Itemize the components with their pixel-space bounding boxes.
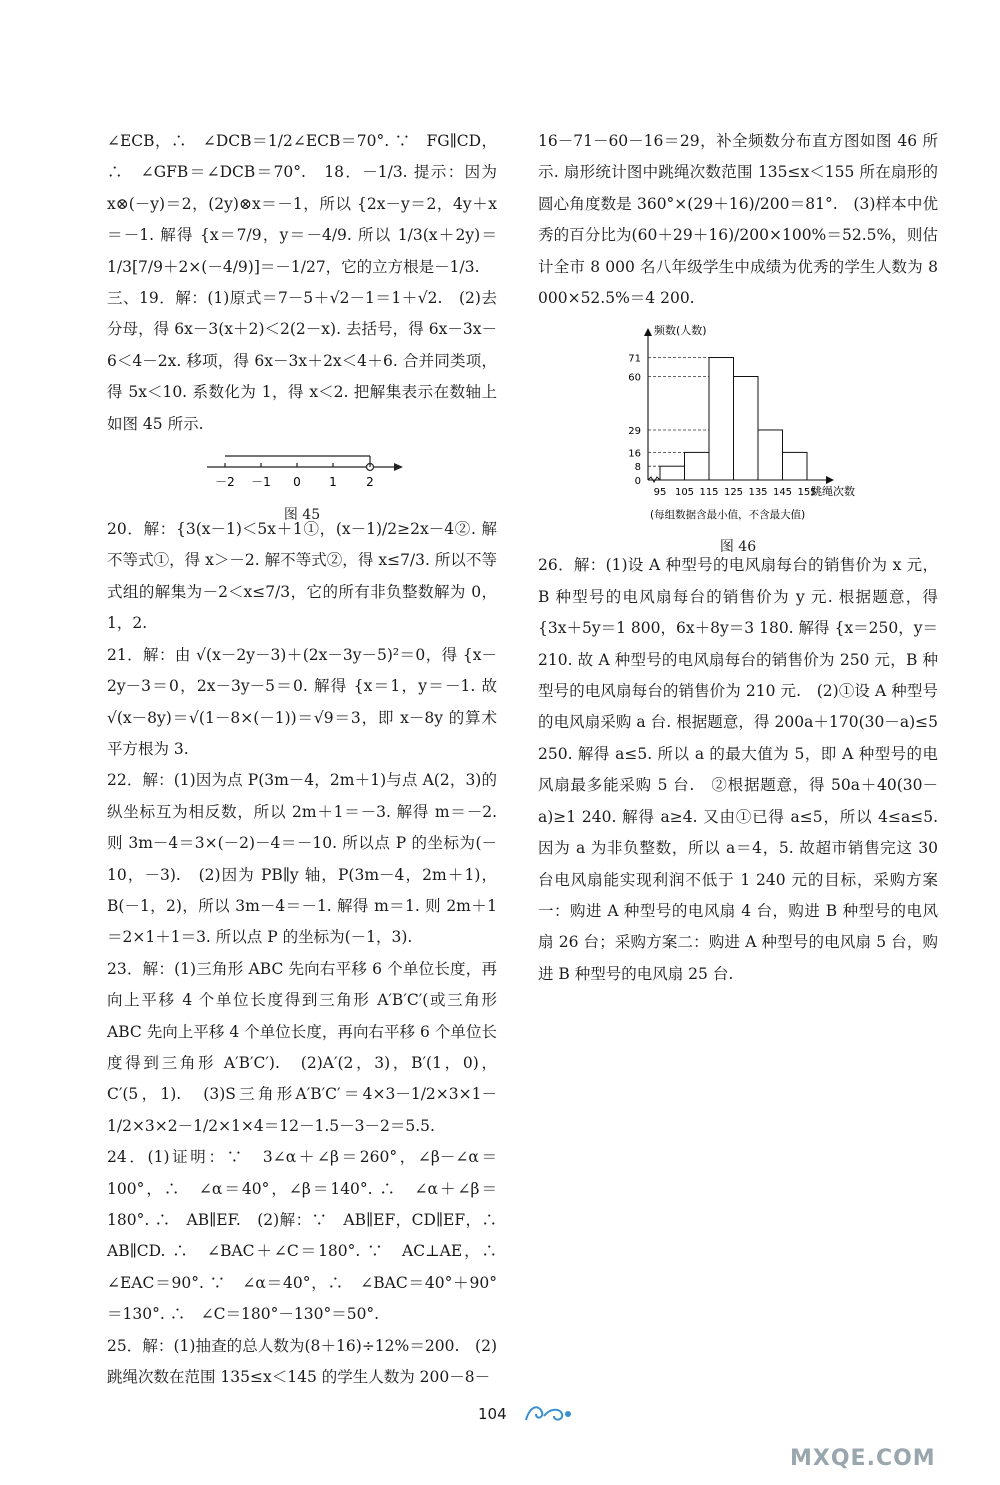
histogram-bar — [660, 467, 685, 481]
solution-25-cont: 16－71－60－16＝29，补全频数分布直方图如图 46 所示. 扇形统计图中跳绳次数范围 135≤x＜155 所在扇形的圆心角度数是 360°×(29＋16)/200＝81°. (3)样本中优秀的百分比为(60＋29＋16)/200×100%＝52.5%，则估计全市 8 000 名八年级学生中成绩为优秀的学生人数为 8 000×52.5%＝4 200. — [538, 132, 938, 308]
solution-25: 25．解：(1)抽查的总人数为(8＋16)÷12%＝200. (2)跳绳次数在范围 135≤x＜145 的学生人数为 200－8－ — [107, 1336, 497, 1387]
solution-21: 21．解：由 √(x－2y－3)＋(2x－3y－5)²＝0，得 {x－2y－3＝0，2x－3y－5＝0. 解得 {x＝1，y＝－1. 故 √(x－8y)＝√(1－8×(－1))＝√9＝3，即 x－8y 的算术平方根为 3. — [107, 645, 497, 758]
solution-23: 23．解：(1)三角形 ABC 先向右平移 6 个单位长度，再向上平移 4 个单位长度得到三角形 A′B′C′(或三角形 ABC 先向上平移 4 个单位长度，再向右平移 6 个单位长度得到三角形 A′B′C′). (2)A′(2，3)，B′(1，0)，C′(5，1). (3)S三角形A′B′C′＝4×3－1/2×3×1－1/2×3×2－1/2×1×4＝12－1.5－3－2＝5.5. — [107, 959, 497, 1135]
x-tick-label: 115 — [699, 487, 719, 499]
number-line-label: 1 — [329, 475, 337, 490]
y-tick-label: 16 — [628, 448, 641, 460]
solution-24: 24．(1)证明：∵ 3∠α＋∠β＝260°，∠β－∠α＝100°，∴ ∠α＝40°，∠β＝140°. ∴ ∠α＋∠β＝180°. ∴ AB∥EF. (2)解：∵ AB∥EF，CD∥EF，∴ AB∥CD. ∴ ∠BAC＋∠C＝180°. ∵ AC⊥AE，∴ ∠EAC＝90°. ∵ ∠α＝40°，∴ ∠BAC＝40°＋90°＝130°. ∴ ∠C＝180°－130°＝50°. — [107, 1148, 513, 1324]
y-tick-label: 60 — [628, 372, 641, 384]
swirl-ornament-icon — [520, 1398, 580, 1426]
histogram-chart — [538, 320, 938, 525]
solution-22: 22．解：(1)因为点 P(3m－4，2m＋1)与点 A(2，3)的纵坐标互为相反数，所以 2m＋1＝－3. 解得 m＝－2. 则 3m－4＝3×(－2)－4＝－10. 所以点 P 的坐标为(－10，－3). (2)因为 PB∥y 轴，P(3m－4，2m＋1)，B(－1，2)，所以 3m－4＝－1. 解得 m＝1. 则 2m＋1＝2×1＋1＝3. 所以点 P 的坐标为(－1，3). — [107, 771, 497, 947]
x-tick-label: 105 — [674, 487, 695, 499]
right-column — [538, 126, 938, 990]
histogram-bar — [685, 453, 710, 481]
histogram-bar — [758, 430, 783, 480]
number-line-label: 2 — [366, 475, 374, 490]
number-line-label: －1 — [251, 475, 271, 490]
y-tick-label: 29 — [628, 426, 641, 438]
number-line-figure — [107, 444, 497, 524]
number-line-label: －2 — [215, 475, 235, 490]
watermark-logo — [790, 1405, 990, 1477]
fig45-caption: 图 45 — [283, 507, 321, 524]
watermark-text: MXQE.COM — [790, 1446, 936, 1471]
number-line-label: 0 — [293, 475, 301, 490]
histogram-bar — [734, 377, 759, 481]
y-tick-label: 0 — [634, 476, 641, 488]
fig46-caption: 图 46 — [719, 538, 757, 555]
histogram-bar — [783, 453, 808, 481]
x-tick-label: 95 — [653, 487, 667, 499]
histogram-figure — [538, 320, 938, 555]
solution-19: 三、19．解：(1)原式＝7－5＋√2－1＝1＋√2. (2)去分母，得 6x－3(x＋2)＜2(2－x). 去括号，得 6x－3x－6＜4－2x. 移项，得 6x－3x＋2x＜4＋6. 合并同类项，得 5x＜10. 系数化为 1，得 x＜2. 把解集表示在数轴上如图 45 所示. — [107, 289, 497, 433]
x-tick-label: 145 — [772, 487, 793, 499]
y-axis-label: 频数(人数) — [654, 324, 707, 338]
x-axis-label: 跳绳次数 — [811, 485, 855, 499]
solution-26: 26．解：(1)设 A 种型号的电风扇每台的销售价为 x 元，B 种型号的电风扇每台的销售价为 y 元. 根据题意，得 {3x＋5y＝1 800，6x＋8y＝3 180. 解得 {x＝250，y＝210. 故 A 种型号的电风扇每台的销售价为 250 元，B 种型号的电风扇每台的销售价为 210 元. (2)①设 A 种型号的电风扇采购 a 台. 根据题意，得 200a＋170(30－a)≤5 250. 解得 a≤5. 所以 a 的最大值为 5，即 A 种型号的电风扇最多能采购 5 台. ②根据题意，得 50a＋40(30－a)≥1 240. 解得 a≥4. 又由①已得 a≤5，所以 4≤a≤5. 因为 a 为非负整数，所以 a＝4，5. 故超市销售完这 30 台电风扇能实现利润不低于 1 240 元的目标，采购方案一：购进 A 种型号的电风扇 4 台，购进 B 种型号的电风扇 26 台；采购方案二：购进 A 种型号的电风扇 5 台，购进 B 种型号的电风扇 25 台. — [538, 556, 938, 983]
x-tick-label: 155 — [797, 487, 817, 499]
solution-17-18: ∠ECB，∴ ∠DCB＝1/2∠ECB＝70°. ∵ FG∥CD，∴ ∠GFB＝∠DCB＝70°. 18．－1/3. 提示：因为 x⊗(－y)＝2，(2y)⊗x＝－1，所以 {2x－y＝2，4y＋x＝－1. 解得 {x＝7/9，y＝－4/9. 所以 1/3(x＋2y)＝1/3[7/9＋2×(－4/9)]＝－1/27，它的立方根是－1/3. — [107, 132, 497, 276]
page-number: 104 — [478, 1405, 507, 1423]
y-tick-label: 71 — [628, 353, 641, 365]
histogram-bar — [709, 358, 734, 480]
left-column — [107, 126, 513, 1393]
solution-20: 20．解：{3(x－1)＜5x＋1①，(x－1)/2≥2x－4②. 解不等式①，得 x＞－2. 解不等式②，得 x≤7/3. 所以不等式组的解集为－2＜x≤7/3，它的所有非负整数解为 0，1，2. — [107, 520, 497, 633]
x-tick-label: 125 — [723, 487, 744, 499]
histogram-note: (每组数据含最小值，不含最大值) — [650, 509, 806, 522]
number-line — [107, 444, 497, 494]
x-tick-label: 135 — [748, 487, 768, 499]
y-tick-label: 8 — [634, 462, 641, 474]
